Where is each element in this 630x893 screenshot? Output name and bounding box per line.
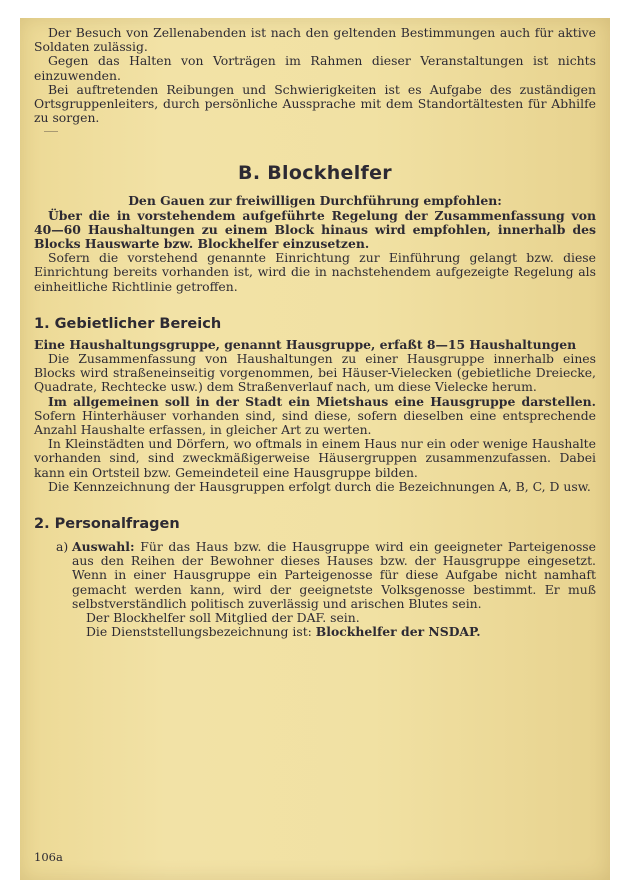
- intro-paragraph-3: Bei auftretenden Reibungen und Schwierigkeiten ist es Aufgabe des zuständigen Ortsgruppenleiters, durch persönliche Aussprache mit dem Standortältesten für Abhilfe zu sorgen.: [34, 81, 596, 126]
- service-title-prefix: Die Dienststellungsbezeichnung ist:: [86, 624, 316, 640]
- service-title-value: Blockhelfer der NSDAP.: [315, 624, 481, 640]
- separator-mark: [44, 131, 58, 132]
- section-1-paragraph-1: Die Zusammenfassung von Haushaltungen zu einer Hausgruppe innerhalb eines Blocks wird straßeneinseitig vorgenommen, bei Häuser-Vielecken (gebietliche Dreiecke, Quadrate, Rechtecke usw.) dem Straßenverlauf nach, um diese Vielecke herum.: [34, 351, 596, 395]
- section-1-paragraph-2-bold: Im allgemeinen soll in der Stadt ein Mietshaus eine Hausgruppe darstellen.: [48, 393, 596, 409]
- section-b-title: B. Blockhelfer: [238, 162, 392, 185]
- text-column: [34, 26, 596, 640]
- list-item-a-text: [72, 540, 596, 611]
- daf-membership-line: Der Blockhelfer soll Mitglied der DAF. sein.: [86, 610, 360, 626]
- page-number: 106a: [34, 850, 63, 864]
- intro-paragraph-1: Der Besuch von Zellenabenden ist nach den geltenden Bestimmungen auch für aktive Soldaten zulässig.: [34, 25, 596, 55]
- section-1-paragraph-3: In Kleinstädten und Dörfern, wo oftmals in einem Haus nur ein oder wenige Haushalte vorhanden sind, sind zweckmäßigerweise Häusergruppen zusammenzufassen. Dabei kann ein Ortsteil bzw. Gemeindeteil eine Hausgruppe bilden.: [34, 436, 596, 480]
- list-item-a-marker: a): [56, 539, 69, 555]
- section-1-paragraph-2-rest: Sofern Hinterhäuser vorhanden sind, sind diese, sofern dieselben eine entsprechende Anzahl Haushalte erfassen, in gleicher Art zu werten.: [34, 407, 596, 438]
- list-item-a-label: Auswahl:: [72, 539, 135, 555]
- section-1-bold-lead: Eine Haushaltungsgruppe, genannt Hausgruppe, erfaßt 8—15 Haushaltungen: [34, 336, 577, 352]
- intro-paragraph-2: Gegen das Halten von Vorträgen im Rahmen dieser Veranstaltungen ist nichts einzuwenden.: [34, 53, 596, 83]
- list-item-a-body: Für das Haus bzw. die Hausgruppe wird ein geeigneter Parteigenosse aus den Reihen der Bewohner dieses Hauses bzw. der Hausgruppe eingesetzt. Wenn in einer Hausgruppe ein Parteigenosse für diese Aufgabe nicht namhaft gemacht werden kann, wird der geeignetste Volksgenosse bestimmt. Er muß selbstverständlich politisch zuverlässig und arischen Blutes sein.: [72, 539, 596, 611]
- section-b-lead: Den Gauen zur freiwilligen Durchführung empfohlen:: [128, 193, 502, 209]
- section-b-paragraph: Sofern die vorstehend genannte Einrichtung zur Einführung gelangt bzw. diese Einrichtung bereits vorhanden ist, wird die in nachstehendem aufgezeigte Regelung als einheitliche Richtlinie getroffen.: [34, 250, 596, 294]
- list-item-a: [34, 540, 596, 611]
- section-1-paragraph-4: Die Kennzeichnung der Hausgruppen erfolgt durch die Bezeichnungen A, B, C, D usw.: [48, 478, 591, 494]
- section-1-paragraph-2: [34, 395, 596, 438]
- section-1-heading: 1. Gebietlicher Bereich: [34, 315, 222, 332]
- document-page: [20, 18, 610, 880]
- service-title-line: [34, 625, 596, 639]
- section-2-heading: 2. Personalfragen: [34, 516, 180, 533]
- section-b-bold-paragraph: Über die in vorstehendem aufgeführte Regelung der Zusammenfassung von 40—60 Haushaltungen zu einem Block hinaus wird empfohlen, innerhalb des Blocks Hauswarte bzw. Blockhelfer einzusetzen.: [34, 207, 596, 252]
